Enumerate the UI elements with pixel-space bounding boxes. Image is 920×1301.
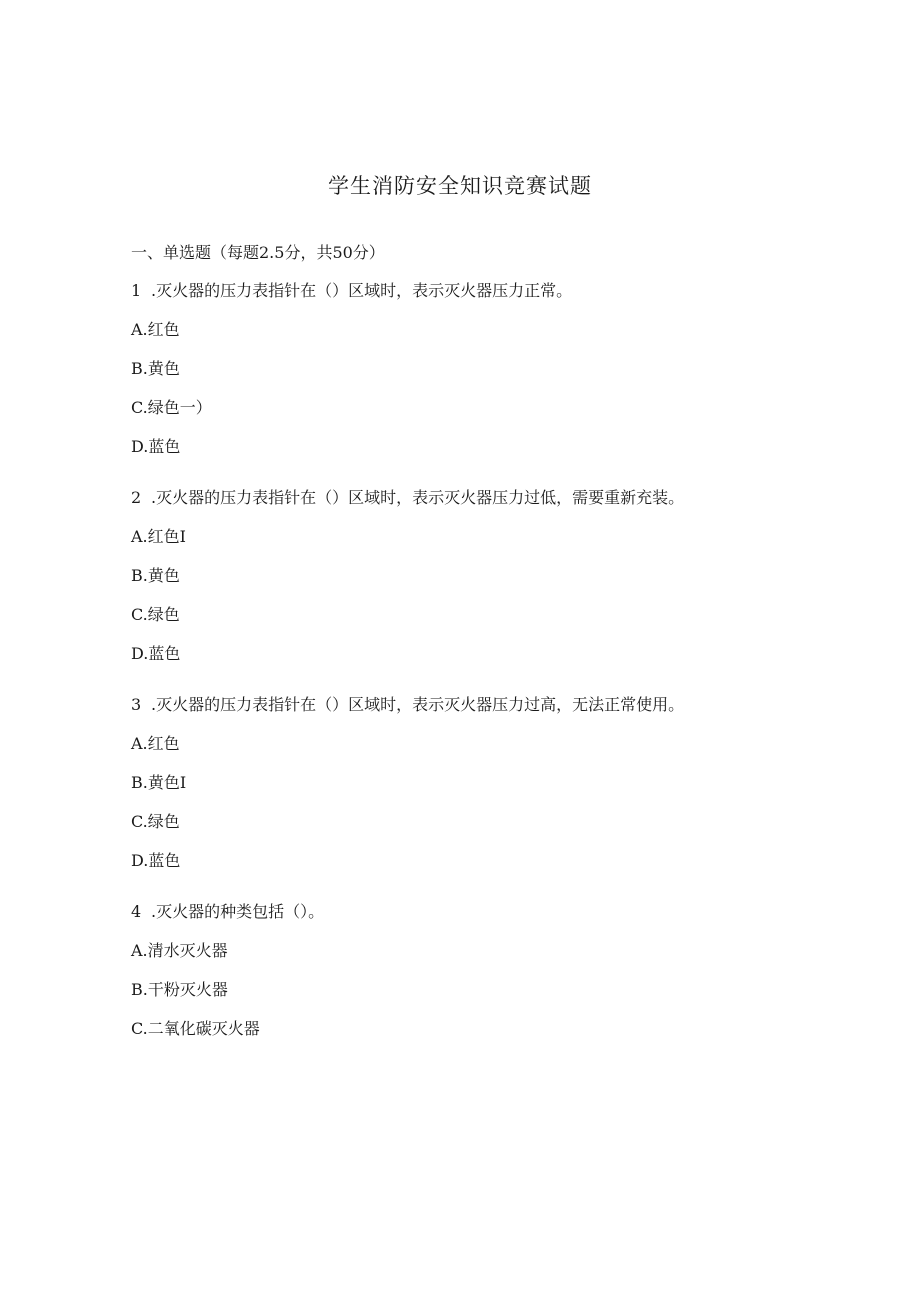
question-text: .灭火器的压力表指针在（）区域时，表示灭火器压力过低，需要重新充装。	[151, 488, 685, 507]
option-b: B.黄色I	[131, 773, 187, 792]
option-d: D.蓝色	[131, 851, 181, 870]
option-d: D.蓝色	[131, 437, 181, 456]
option-a: A.红色	[131, 734, 180, 753]
question-text: .灭火器的种类包括（）。	[151, 902, 325, 921]
option-b: B.黄色	[131, 359, 180, 378]
option-a: A.红色I	[131, 527, 186, 546]
question-number: 3	[131, 695, 142, 714]
section-heading: 一、单选题（每题2.5分，共50分）	[131, 243, 385, 262]
question-text: .灭火器的压力表指针在（）区域时，表示灭火器压力过高，无法正常使用。	[151, 695, 685, 714]
question-3	[131, 694, 811, 872]
question-number: 2	[131, 488, 142, 507]
question-number: 1	[131, 281, 142, 300]
option-c: C.绿色	[131, 812, 180, 831]
option-a: A.红色	[131, 320, 180, 339]
option-a: A.清水灭火器	[131, 941, 228, 960]
option-c: C.绿色	[131, 605, 180, 624]
question-stem	[131, 487, 811, 509]
question-1	[131, 280, 811, 458]
page-title: 学生消防安全知识竞赛试题	[328, 174, 592, 198]
question-text: .灭火器的压力表指针在（）区域时，表示灭火器压力正常。	[151, 281, 573, 300]
question-number: 4	[131, 902, 142, 921]
question-stem	[131, 280, 811, 302]
option-b: B.黄色	[131, 566, 180, 585]
question-list	[131, 280, 811, 1069]
option-c: C.二氧化碳灭火器	[131, 1019, 260, 1038]
question-stem	[131, 694, 811, 716]
option-d: D.蓝色	[131, 644, 181, 663]
option-c: C.绿色一）	[131, 398, 212, 417]
question-4	[131, 901, 811, 1040]
question-2	[131, 487, 811, 665]
question-stem	[131, 901, 811, 923]
option-b: B.干粉灭火器	[131, 980, 228, 999]
